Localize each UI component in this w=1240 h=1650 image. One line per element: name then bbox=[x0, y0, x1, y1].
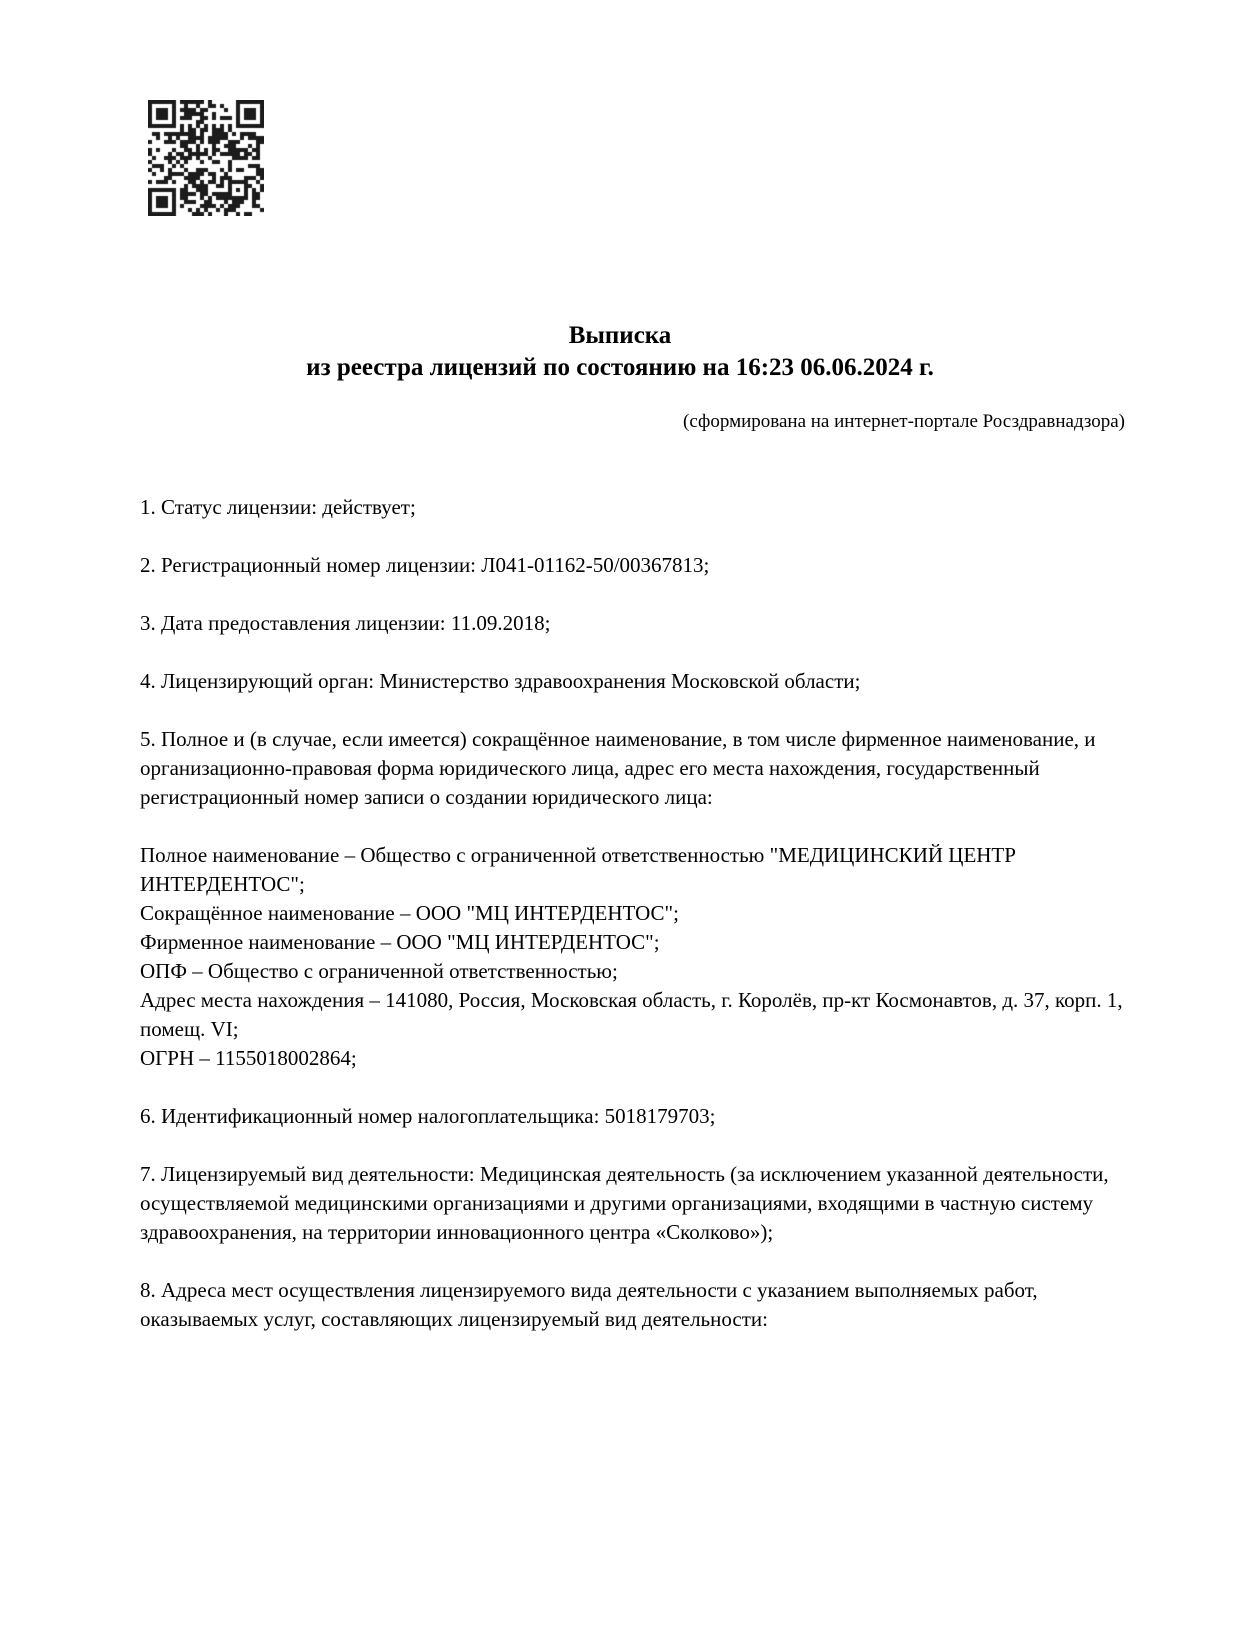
document-title-line1: Выписка bbox=[568, 322, 672, 349]
document-title bbox=[0, 320, 1240, 384]
paragraph-license-date: 3. Дата предоставления лицензии: 11.09.2018; bbox=[140, 611, 551, 635]
paragraph-activity-addresses: 8. Адреса мест осуществления лицензируемого вида деятельности с указанием выполняемых работ, оказываемых услуг, составляющих лицензируемый вид деятельности: bbox=[140, 1278, 1038, 1331]
paragraph-registration-number: 2. Регистрационный номер лицензии: Л041-01162-50/00367813; bbox=[140, 553, 710, 577]
paragraph-inn: 6. Идентификационный номер налогоплательщика: 5018179703; bbox=[140, 1104, 716, 1128]
document-body bbox=[140, 493, 1127, 1363]
entity-detail-short-name: Сокращённое наименование – ООО "МЦ ИНТЕРДЕНТОС"; bbox=[140, 901, 679, 925]
entity-detail-address: Адрес места нахождения – 141080, Россия, Московская область, г. Королёв, пр-кт Космонавтов, д. 37, корп. 1, помещ. VI; bbox=[140, 988, 1123, 1041]
qr-code bbox=[148, 100, 264, 222]
paragraph-status: 1. Статус лицензии: действует; bbox=[140, 495, 416, 519]
paragraph-licensed-activity: 7. Лицензируемый вид деятельности: Медицинская деятельность (за исключением указанной деятельности, осуществляемой медицинскими организациями и другими организациями, входящими в частную систему здравоохранения, на территории инновационного центра «Сколково»); bbox=[140, 1162, 1109, 1244]
entity-detail-ogrn: ОГРН – 1155018002864; bbox=[140, 1046, 357, 1070]
entity-detail-legal-form: ОПФ – Общество с ограниченной ответственностью; bbox=[140, 959, 618, 983]
entity-detail-full-name: Полное наименование – Общество с ограниченной ответственностью "МЕДИЦИНСКИЙ ЦЕНТР ИНТЕРДЕНТОС"; bbox=[140, 843, 1016, 896]
paragraph-licensing-authority: 4. Лицензирующий орган: Министерство здравоохранения Московской области; bbox=[140, 669, 861, 693]
document-title-line2: из реестра лицензий по состоянию на 16:23 06.06.2024 г. bbox=[306, 354, 934, 381]
document-subtitle: (сформирована на интернет-портале Росздравнадзора) bbox=[683, 411, 1125, 432]
entity-details-block bbox=[140, 841, 1127, 1073]
qr-code-canvas bbox=[148, 100, 264, 216]
entity-detail-brand-name: Фирменное наименование – ООО "МЦ ИНТЕРДЕНТОС"; bbox=[140, 930, 660, 954]
paragraph-entity-heading: 5. Полное и (в случае, если имеется) сокращённое наименование, в том числе фирменное наименование, и организационно-правовая форма юридического лица, адрес его места нахождения, государственный регистрационный номер записи о создании юридического лица: bbox=[140, 727, 1096, 809]
